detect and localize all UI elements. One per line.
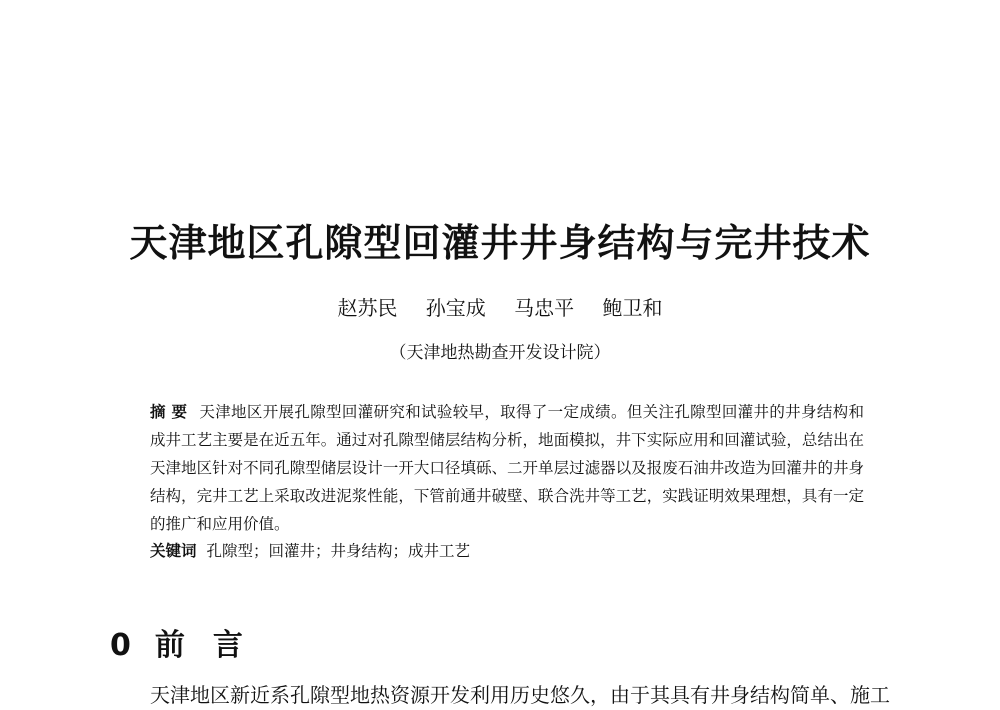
section-heading: [110, 620, 271, 664]
affiliation: （天津地热勘查开发设计院）: [389, 343, 611, 363]
abstract: [150, 398, 864, 538]
paper-title: 天津地区孔隙型回灌井井身结构与完井技术: [129, 221, 871, 265]
abstract-text: 天津地区开展孔隙型回灌研究和试验较早，取得了一定成绩。但关注孔隙型回灌井的井身结构和成井工艺主要是在近五年。通过对孔隙型储层结构分析，地面模拟，井下实际应用和回灌试验，总结出在天津地区针对不同孔隙型储层设计一开大口径填砾、二开单层过滤器以及报废石油井改造为回灌井的井身结构，完井工艺上采取改进泥浆性能，下管前通井破壁、联合洗井等工艺，实践证明效果理想，具有一定的推广和应用价值。: [150, 403, 864, 533]
section-title: 前言: [154, 628, 271, 663]
abstract-label: 摘 要: [150, 403, 188, 421]
body-paragraph: 天津地区新近系孔隙型地热资源开发利用历史悠久，由于其具有井身结构简单、施工: [150, 683, 890, 707]
keywords-label: 关键词: [150, 542, 197, 560]
keywords: [150, 537, 864, 565]
section-number: 0: [110, 628, 131, 663]
author-list: 赵苏民 孙宝成 马忠平 鲍卫和: [337, 296, 663, 320]
keywords-text: 孔隙型；回灌井；井身结构；成井工艺: [206, 542, 471, 560]
